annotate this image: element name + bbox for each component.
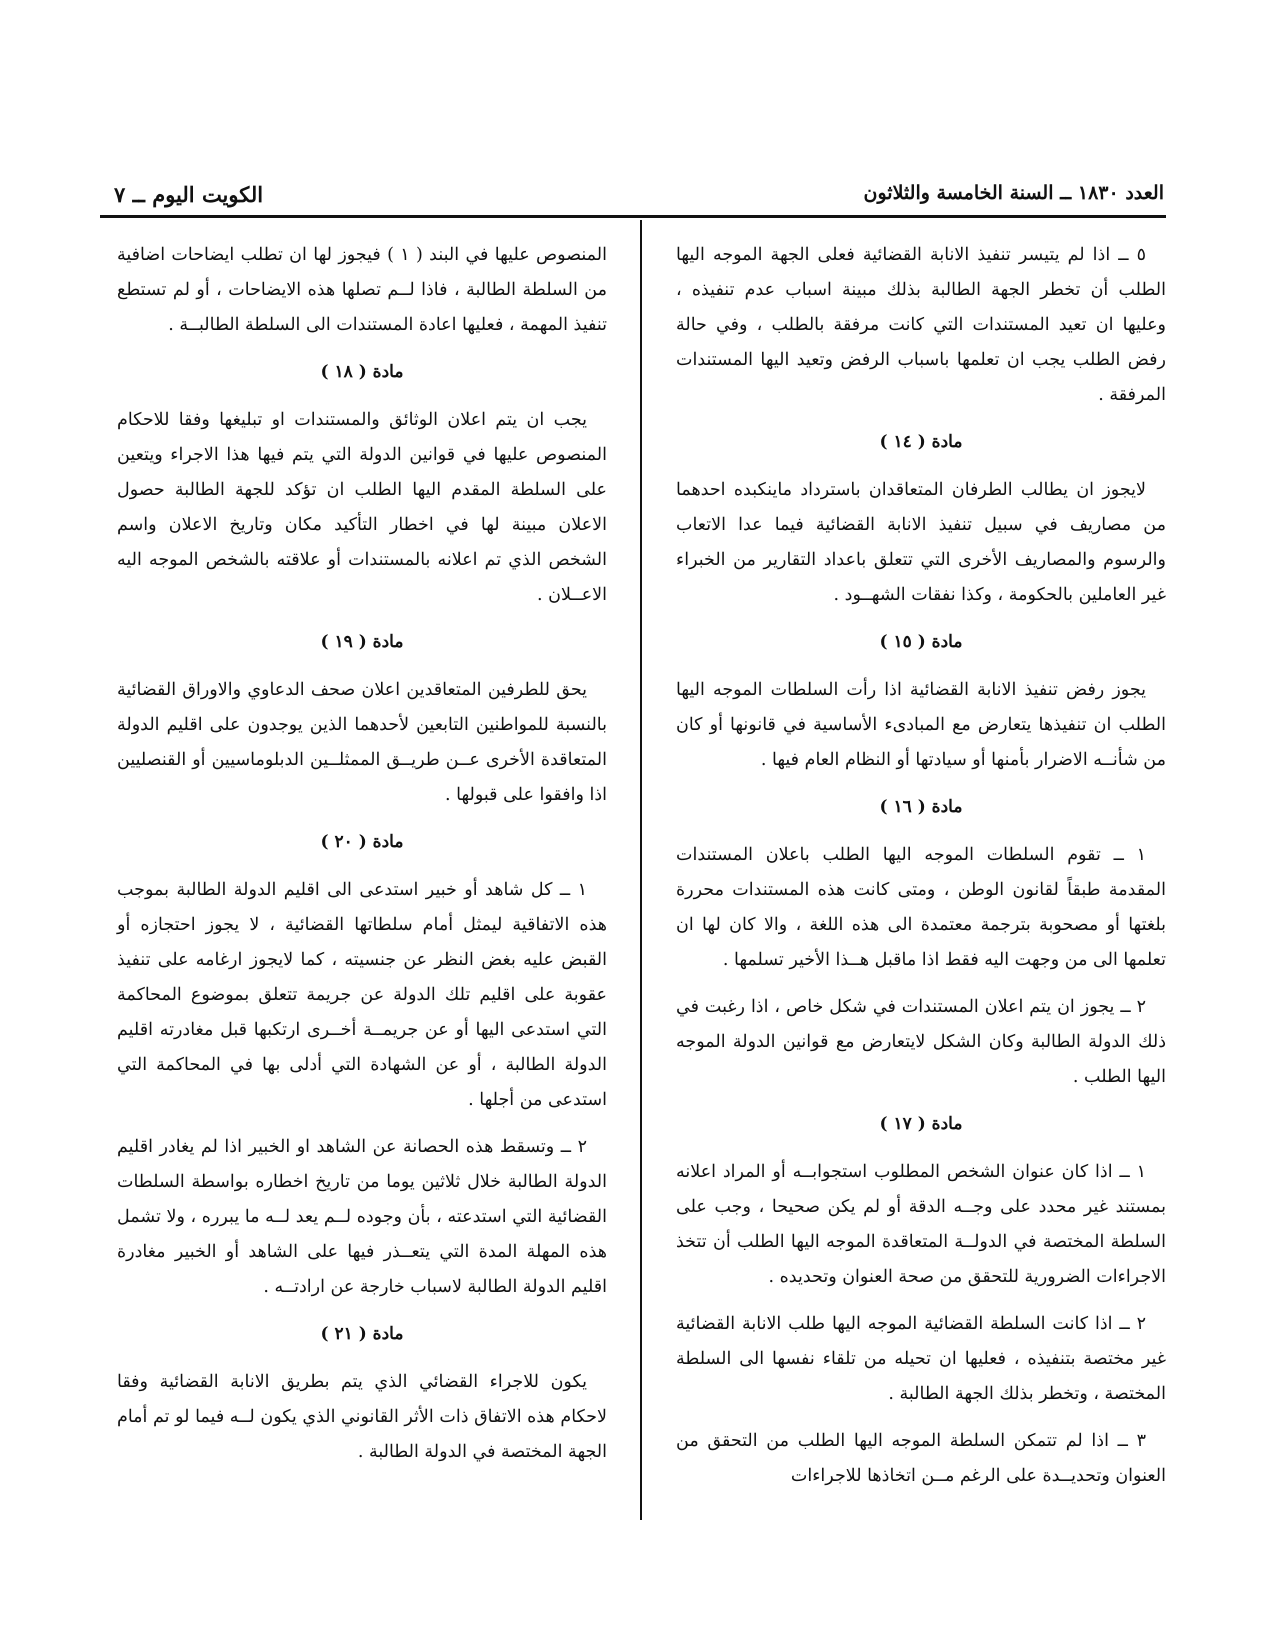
article-15-heading: مادة ( ١٥ ): [879, 632, 963, 652]
article-16-clause-1: ١ ــ تقوم السلطات الموجه اليها الطلب باعلان المستندات المقدمة طبقاً لقانون الوطن ، ومتى كانت هذه المستندات محررة بلغتها أو مصحوبة بترجمة معتمدة الى هذه اللغة ، والا كان لها ان تعلمها الى من وجهت اليه فقط اذا ماقبل هــذا الأخير تسلمها .: [676, 845, 1166, 970]
right-column: [676, 238, 1166, 1506]
article-20-heading: مادة ( ٢٠ ): [320, 832, 404, 852]
article-19-text: يحق للطرفين المتعاقدين اعلان صحف الدعاوي والاوراق القضائية بالنسبة للمواطنين التابعين لأحدهما الذين يوجدون على اقليم الدولة المتعاقدة الأخرى عــن طريــق الممثلــين الدبلوماسيين أو القنصليين اذا وافقوا على قبولها .: [117, 680, 607, 805]
article-18-text: يجب ان يتم اعلان الوثائق والمستندات او تبليغها وفقا للاحكام المنصوص عليها في قوانين الدولة التي يتم فيها هذا الاجراء ويتعين على السلطة المقدم اليها الطلب ان تؤكد للجهة الطالبة حصول الاعلان مبينة لها في اخطار التأكيد مكان وتاريخ الاعلان واسم الشخص الذي تم اعلانه بالمستندات أو علاقته بالشخص الموجه اليه الاعــلان .: [117, 410, 607, 605]
issue-info: العدد ١٨٣٠ ــ السنة الخامسة والثلاثون: [863, 182, 1164, 204]
article-14-heading: مادة ( ١٤ ): [879, 432, 963, 452]
article-16-clause-2: ٢ ــ يجوز ان يتم اعلان المستندات في شكل خاص ، اذا رغبت في ذلك الدولة الطالبة وكان الشكل لايتعارض مع قوانين الدولة الموجه اليها الطلب .: [676, 997, 1166, 1087]
article-16-heading: مادة ( ١٦ ): [879, 797, 963, 817]
article-21-text: يكون للاجراء القضائي الذي يتم بطريق الانابة القضائية وفقا لاحكام هذه الاتفاق ذات الأثر القانوني الذي يكون لــه فيما لو تم أمام الجهة المختصة في الدولة الطالبة .: [117, 1372, 607, 1462]
article-17-clause-3-continued: المنصوص عليها في البند ( ١ ) فيجوز لها ان تطلب ايضاحات اضافية من السلطة الطالبة ، فاذا لــم تصلها هذه الايضاحات ، أو لم تستطع تنفيذ المهمة ، فعليها اعادة المستندات الى السلطة الطالبــة .: [117, 245, 607, 335]
page-header: [102, 182, 1164, 210]
left-column: [117, 238, 607, 1482]
article-20-clause-1: ١ ــ كل شاهد أو خبير استدعى الى اقليم الدولة الطالبة بموجب هذه الاتفاقية ليمثل أمام سلطاتها القضائية ، لا يجوز احتجازه أو القبض عليه بغض النظر عن جنسيته ، كما لايجوز ارغامه على تنفيذ عقوبة على اقليم تلك الدولة عن جريمة تتعلق بموضوع المحاكمة التي استدعى اليها أو عن جريمــة أخــرى ارتكبها قبل مغادرته اقليم الدولة الطالبة ، أو عن الشهادة التي أدلى بها في المحاكمة التي استدعى من أجلها .: [117, 880, 607, 1110]
article-21-heading: مادة ( ٢١ ): [320, 1324, 404, 1344]
article-17-clause-3: ٣ ــ اذا لم تتمكن السلطة الموجه اليها الطلب من التحقق من العنوان وتحديــدة على الرغم مــن اتخاذها للاجراءات: [676, 1431, 1166, 1486]
article-13-clause-5: ٥ ــ اذا لم يتيسر تنفيذ الانابة القضائية فعلى الجهة الموجه اليها الطلب أن تخطر الجهة الطالبة بذلك مبينة اسباب عدم تنفيذه ، وعليها ان تعيد المستندات التي كانت مرفقة بالطلب ، وفي حالة رفض الطلب يجب ان تعلمها باسباب الرفض وتعيد اليها المستندات المرفقة .: [676, 245, 1166, 405]
article-17-clause-2: ٢ ــ اذا كانت السلطة القضائية الموجه اليها طلب الانابة القضائية غير مختصة بتنفيذه ، فعليها ان تحيله من تلقاء نفسها الى السلطة المختصة ، وتخطر بذلك الجهة الطالبة .: [676, 1314, 1166, 1404]
article-18-heading: مادة ( ١٨ ): [320, 362, 404, 382]
article-14-text: لايجوز ان يطالب الطرفان المتعاقدان باسترداد ماينكبده احدهما من مصاريف في سبيل تنفيذ الانابة القضائية فيما عدا الاتعاب والرسوم والمصاريف الأخرى التي تتعلق باعداد التقارير من الخبراء غير العاملين بالحكومة ، وكذا نفقات الشهــود .: [676, 480, 1166, 605]
article-17-clause-1: ١ ــ اذا كان عنوان الشخص المطلوب استجوابــه أو المراد اعلانه بمستند غير محدد على وجــه الدقة أو لم يكن صحيحا ، وجب على السلطة المختصة في الدولــة المتعاقدة الموجه اليها الطلب أن تتخذ الاجراءات الضرورية للتحقق من صحة العنوان وتحديده .: [676, 1162, 1166, 1287]
article-20-clause-2: ٢ ــ وتسقط هذه الحصانة عن الشاهد او الخبير اذا لم يغادر اقليم الدولة الطالبة خلال ثلاثين يوما من تاريخ اخطاره بواسطة السلطات القضائية التي استدعته ، بأن وجوده لــم يعد لــه ما يبرره ، ولا تشمل هذه المهلة المدة التي يتعــذر فيها على الشاهد أو الخبير مغادرة اقليم الدولة الطالبة لاسباب خارجة عن ارادتــه .: [117, 1137, 607, 1297]
header-rule: [100, 215, 1166, 218]
article-19-heading: مادة ( ١٩ ): [320, 632, 404, 652]
article-15-text: يجوز رفض تنفيذ الانابة القضائية اذا رأت السلطات الموجه اليها الطلب ان تنفيذها يتعارض مع المبادىء الأساسية في قانونها أو كان من شأنــه الاضرار بأمنها أو سيادتها أو النظام العام فيها .: [676, 680, 1166, 770]
publication-title: الكويت اليوم ــ ٧: [114, 182, 264, 207]
article-17-heading: مادة ( ١٧ ): [879, 1114, 963, 1134]
column-divider: [640, 220, 642, 1520]
